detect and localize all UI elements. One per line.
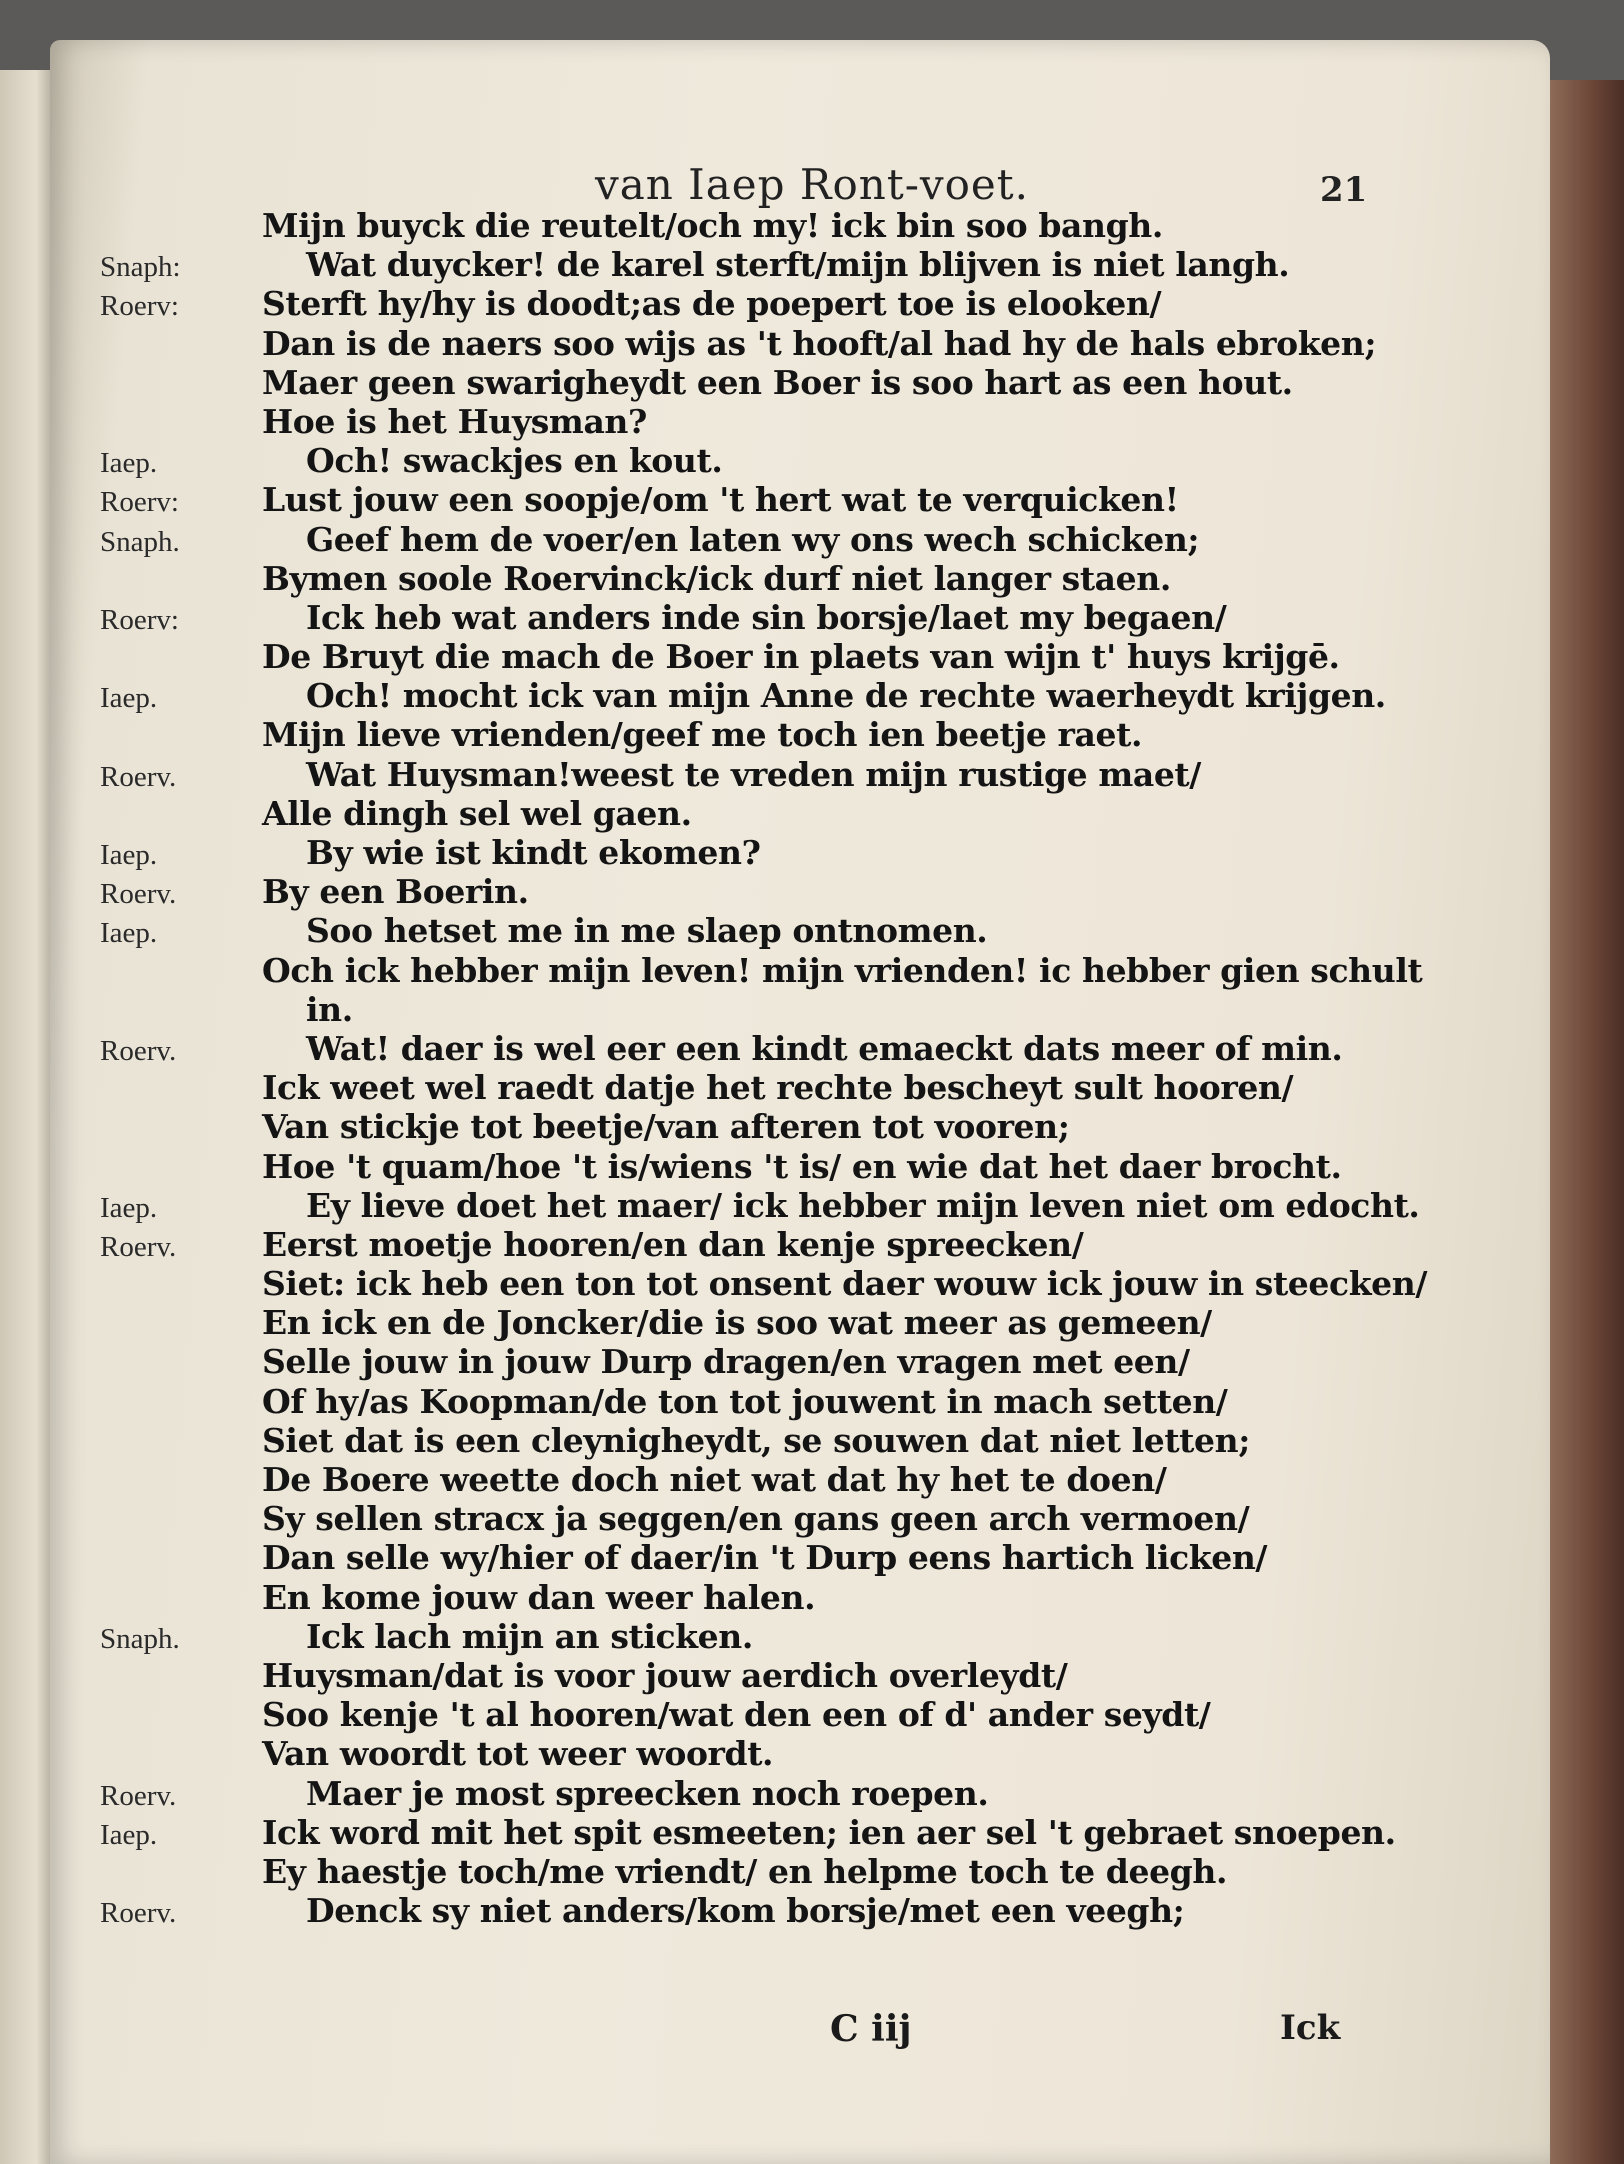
verse-line [50,559,1550,598]
speaker-label: Roerv: [100,290,179,323]
verse-text: Wat Huysman!weest te vreden mijn rustige maet/ [306,754,1201,794]
verse-line [50,1382,1550,1421]
verse-text: Bymen soole Roervinck/ick durf niet langer staen. [262,558,1171,598]
verse-text: En ick en de Joncker/die is soo wat meer as gemeen/ [262,1303,1212,1343]
verse-line [50,1813,1550,1852]
verse-text: Van woordt tot weer woordt. [262,1734,774,1774]
verse-line [50,363,1550,402]
verse-text: Siet dat is een cleynigheydt, se souwen dat niet letten; [262,1420,1250,1460]
verse-line [50,1891,1550,1930]
verse-text: Och! swackjes en kout. [306,441,723,481]
verse-line [50,480,1550,519]
verse-line [50,1460,1550,1499]
verse-text: Maer je most spreecken noch roepen. [306,1773,989,1813]
speaker-label: Roerv: [100,486,179,519]
verse-line [50,1852,1550,1891]
verse-text: Eerst moetje hooren/en dan kenje spreecken/ [262,1224,1084,1264]
verse-line [50,1421,1550,1460]
verse-text: Wat duycker! de karel sterft/mijn blijven is niet langh. [306,245,1290,285]
verse-line [50,1029,1550,1068]
verse-text: Maer geen swarigheydt een Boer is soo hart as een hout. [262,362,1293,402]
speaker-label: Snaph. [100,525,180,558]
verse-line [50,1186,1550,1225]
speaker-label: Iaep. [100,1818,158,1851]
verse-text: in. [306,989,353,1029]
verse-line [50,1617,1550,1656]
book-page [50,40,1550,2164]
verse-line [50,284,1550,323]
verse-line [50,520,1550,559]
page-number: 21 [1320,170,1368,210]
verse-line [50,1499,1550,1538]
speaker-label: Snaph: [100,251,181,284]
verse-body [50,206,1550,1930]
verse-line [50,755,1550,794]
verse-line [50,1695,1550,1734]
verse-line [50,990,1550,1029]
speaker-label: Roerv. [100,760,177,793]
verse-text: Wat! daer is wel eer een kindt emaeckt dats meer of min. [306,1028,1343,1068]
speaker-label: Snaph. [100,1622,180,1655]
verse-line [50,715,1550,754]
verse-line [50,206,1550,245]
verse-text: Ey haestje toch/me vriendt/ en helpme toch te deegh. [262,1851,1228,1891]
verse-line [50,1225,1550,1264]
verse-text: Soo hetset me in me slaep ontnomen. [306,911,988,951]
verse-line [50,1342,1550,1381]
verse-line [50,324,1550,363]
verse-line [50,637,1550,676]
verse-line [50,1303,1550,1342]
verse-text: Geef hem de voer/en laten wy ons wech schicken; [306,519,1200,559]
speaker-label: Roerv. [100,1034,177,1067]
verse-line [50,951,1550,990]
verse-text: Mijn lieve vrienden/geef me toch ien beetje raet. [262,715,1143,755]
verse-text: Ick heb wat anders inde sin borsje/laet my begaen/ [306,597,1227,637]
verse-text: Och ick hebber mijn leven! mijn vrienden! ic hebber gien schult [262,950,1423,990]
speaker-label: Roerv. [100,1779,177,1812]
verse-line [50,1578,1550,1617]
verse-text: Mijn buyck die reutelt/och my! ick bin soo bangh. [262,206,1163,245]
verse-text: Siet: ick heb een ton tot onsent daer wouw ick jouw in steecken/ [262,1264,1427,1304]
verse-text: Dan selle wy/hier of daer/in 't Durp eens hartich licken/ [262,1538,1268,1578]
verse-line [50,402,1550,441]
verse-line [50,911,1550,950]
verse-text: De Bruyt die mach de Boer in plaets van wijn t' huys krijgē. [262,637,1340,677]
verse-line [50,1264,1550,1303]
verse-text: Hoe 't quam/hoe 't is/wiens 't is/ en wie dat het daer brocht. [262,1146,1342,1186]
running-head: van Iaep Ront-voet. [595,160,1030,209]
speaker-label: Iaep. [100,447,158,480]
verse-text: Dan is de naers soo wijs as 't hooft/al had hy de hals ebroken; [262,323,1377,363]
verse-line [50,676,1550,715]
verse-line [50,833,1550,872]
verse-text: Och! mocht ick van mijn Anne de rechte waerheydt krijgen. [306,676,1386,716]
verse-text: By een Boerin. [262,872,529,912]
verse-line [50,598,1550,637]
speaker-label: Roerv: [100,603,179,636]
verse-text: Ick weet wel raedt datje het rechte bescheyt sult hooren/ [262,1068,1294,1108]
speaker-label: Iaep. [100,682,158,715]
speaker-label: Roerv. [100,1230,177,1263]
verse-text: Denck sy niet anders/kom borsje/met een veegh; [306,1891,1185,1931]
verse-text: By wie ist kindt ekomen? [306,833,761,872]
verse-line [50,1734,1550,1773]
verse-text: En kome jouw dan weer halen. [262,1577,816,1617]
speaker-label: Iaep. [100,839,158,871]
verse-text: Of hy/as Koopman/de ton tot jouwent in mach setten/ [262,1381,1228,1421]
verse-text: Sy sellen stracx ja seggen/en gans geen arch vermoen/ [262,1499,1250,1539]
verse-text: Huysman/dat is voor jouw aerdich overleydt/ [262,1655,1068,1695]
verse-text: Sterft hy/hy is doodt;as de poepert toe is elooken/ [262,284,1162,324]
signature-mark: C iij [830,2008,912,2050]
verse-text: Ick lach mijn an sticken. [306,1616,753,1656]
verse-text: Van stickje tot beetje/van afteren tot vooren; [262,1107,1070,1147]
verse-text: Soo kenje 't al hooren/wat den een of d' ander seydt/ [262,1695,1211,1735]
verse-line [50,1147,1550,1186]
verse-line [50,1068,1550,1107]
verse-text: Ey lieve doet het maer/ ick hebber mijn leven niet om edocht. [306,1185,1420,1225]
verse-line [50,441,1550,480]
verse-line [50,872,1550,911]
verse-line [50,1538,1550,1577]
verse-line [50,1774,1550,1813]
verse-line [50,1107,1550,1146]
verse-line [50,245,1550,284]
speaker-label: Roerv. [100,878,177,911]
verse-text: Hoe is het Huysman? [262,401,647,441]
speaker-label: Iaep. [100,1191,158,1224]
verse-text: Lust jouw een soopje/om 't hert wat te verquicken! [262,480,1179,520]
verse-text: Selle jouw in jouw Durp dragen/en vragen met een/ [262,1342,1190,1382]
verse-line [50,794,1550,833]
verse-text: Alle dingh sel wel gaen. [262,793,692,833]
verse-text: De Boere weette doch niet wat dat hy het te doen/ [262,1460,1167,1499]
catchword: Ick [1280,2008,1341,2048]
verse-text: Ick word mit het spit esmeeten; ien aer sel 't gebraet snoepen. [262,1812,1396,1852]
speaker-label: Iaep. [100,917,158,950]
speaker-label: Roerv. [100,1897,177,1930]
verse-line [50,1656,1550,1695]
